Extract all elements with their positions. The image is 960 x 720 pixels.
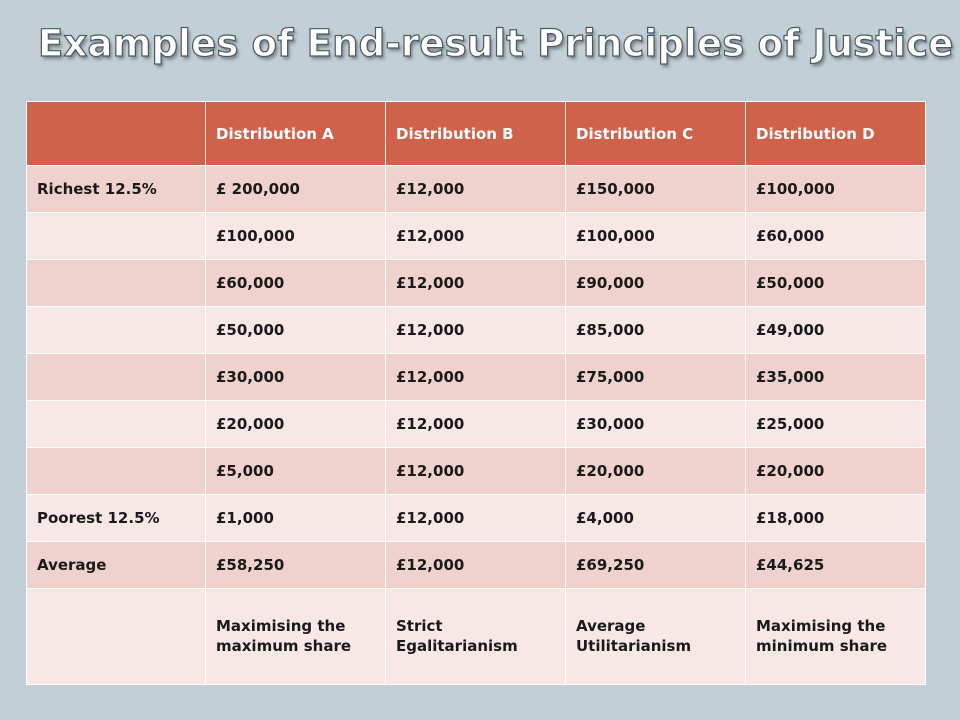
table-cell: £12,000 <box>386 307 566 354</box>
row-label <box>27 260 206 307</box>
table-row <box>27 354 926 401</box>
table-cell: £90,000 <box>566 260 746 307</box>
table-row <box>27 260 926 307</box>
table-row <box>27 589 926 685</box>
table-cell: £85,000 <box>566 307 746 354</box>
table-cell: £1,000 <box>206 495 386 542</box>
table-row <box>27 495 926 542</box>
row-label <box>27 213 206 260</box>
table-cell: £18,000 <box>746 495 926 542</box>
table-cell: £60,000 <box>746 213 926 260</box>
row-label <box>27 448 206 495</box>
table-cell: £12,000 <box>386 401 566 448</box>
principle-cell: Average Utilitarianism <box>566 589 746 685</box>
table-cell: £20,000 <box>746 448 926 495</box>
table-cell: £5,000 <box>206 448 386 495</box>
table-row <box>27 401 926 448</box>
table-cell: £69,250 <box>566 542 746 589</box>
header-distribution-a: Distribution A <box>206 102 386 166</box>
row-label <box>27 307 206 354</box>
table-cell: £ 200,000 <box>206 166 386 213</box>
row-label: Poorest 12.5% <box>27 495 206 542</box>
table-cell: £49,000 <box>746 307 926 354</box>
table-cell: £12,000 <box>386 166 566 213</box>
table-cell: £30,000 <box>566 401 746 448</box>
header-distribution-d: Distribution D <box>746 102 926 166</box>
table-cell: £50,000 <box>206 307 386 354</box>
slide-title: Examples of End-result Principles of Justice <box>38 22 954 65</box>
table-row <box>27 166 926 213</box>
principle-cell: Maximising the maximum share <box>206 589 386 685</box>
row-label <box>27 401 206 448</box>
table-row <box>27 542 926 589</box>
table-cell: £12,000 <box>386 354 566 401</box>
row-label: Richest 12.5% <box>27 166 206 213</box>
table-cell: £12,000 <box>386 495 566 542</box>
distribution-table <box>26 101 926 685</box>
table-cell: £150,000 <box>566 166 746 213</box>
table-cell: £100,000 <box>746 166 926 213</box>
table-cell: £75,000 <box>566 354 746 401</box>
table-cell: £100,000 <box>566 213 746 260</box>
table-cell: £20,000 <box>566 448 746 495</box>
table-cell: £58,250 <box>206 542 386 589</box>
principle-cell: Maximising the minimum share <box>746 589 926 685</box>
principle-cell: Strict Egalitarianism <box>386 589 566 685</box>
row-label <box>27 354 206 401</box>
table-cell: £12,000 <box>386 542 566 589</box>
header-distribution-c: Distribution C <box>566 102 746 166</box>
table-row <box>27 448 926 495</box>
table-row <box>27 213 926 260</box>
table-cell: £20,000 <box>206 401 386 448</box>
table-cell: £35,000 <box>746 354 926 401</box>
table-cell: £12,000 <box>386 448 566 495</box>
header-distribution-b: Distribution B <box>386 102 566 166</box>
table-cell: £30,000 <box>206 354 386 401</box>
table-cell: £4,000 <box>566 495 746 542</box>
table-cell: £12,000 <box>386 260 566 307</box>
table-cell: £44,625 <box>746 542 926 589</box>
table-cell: £60,000 <box>206 260 386 307</box>
table-cell: £50,000 <box>746 260 926 307</box>
header-corner <box>27 102 206 166</box>
row-label <box>27 589 206 685</box>
table-cell: £100,000 <box>206 213 386 260</box>
table-cell: £12,000 <box>386 213 566 260</box>
table-header-row <box>27 102 926 166</box>
table-row <box>27 307 926 354</box>
table-cell: £25,000 <box>746 401 926 448</box>
row-label: Average <box>27 542 206 589</box>
